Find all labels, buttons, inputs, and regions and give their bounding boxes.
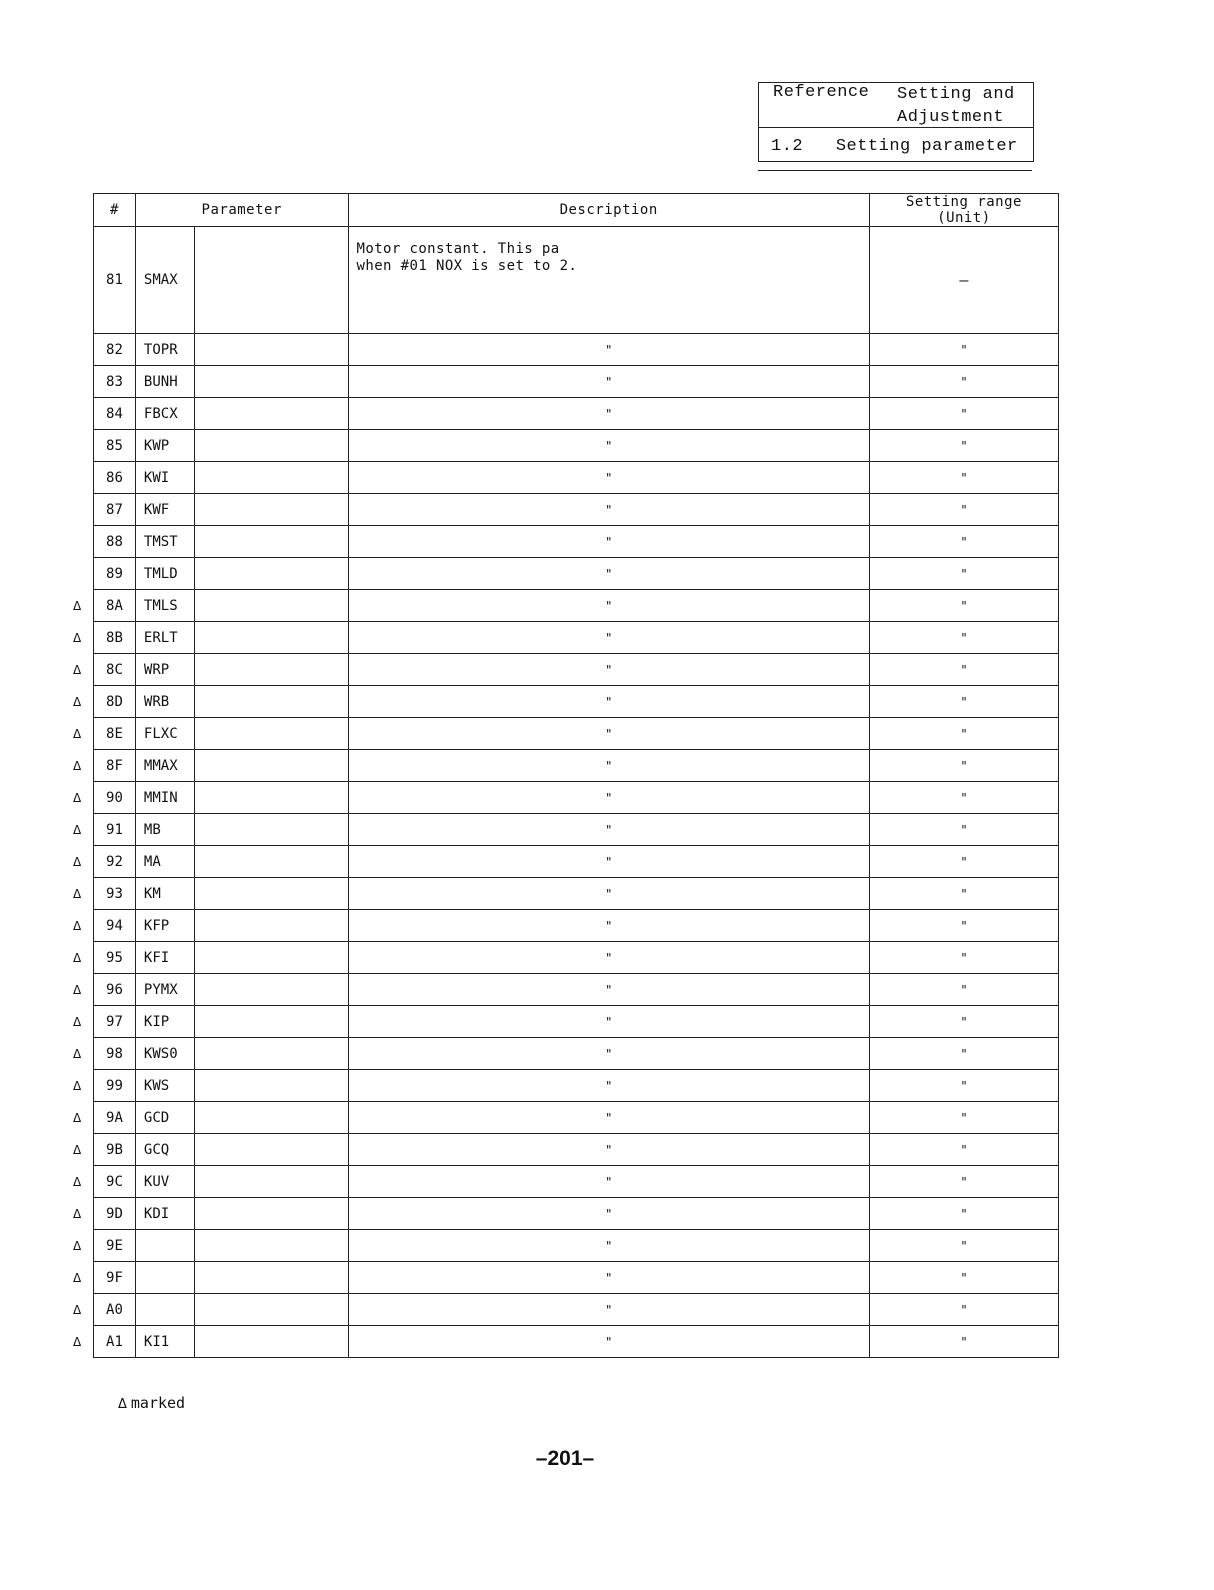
delta-mark: Δ <box>73 726 82 741</box>
parameter-extra-cell <box>195 590 348 622</box>
parameter-table <box>73 193 1059 1358</box>
parameter-number <box>73 846 136 878</box>
parameter-number <box>73 654 136 686</box>
parameter-number-text: 88 <box>106 533 123 550</box>
parameter-setting-range: " <box>869 1166 1058 1198</box>
delta-mark: Δ <box>73 1078 82 1093</box>
parameter-number-text: 8D <box>106 693 123 710</box>
parameter-name: BUNH <box>135 366 194 398</box>
parameter-number <box>73 718 136 750</box>
table-row <box>94 1070 1059 1102</box>
header-underline <box>758 170 1032 171</box>
parameter-extra-cell <box>195 494 348 526</box>
parameter-setting-range: " <box>869 750 1058 782</box>
parameter-name: KWS0 <box>135 1038 194 1070</box>
parameter-name: ERLT <box>135 622 194 654</box>
parameter-number <box>73 1294 136 1326</box>
parameter-setting-range: " <box>869 398 1058 430</box>
table-row <box>94 942 1059 974</box>
parameter-number <box>73 942 136 974</box>
parameter-extra-cell <box>195 782 348 814</box>
parameter-description: " <box>348 1102 869 1134</box>
parameter-name <box>135 1230 194 1262</box>
parameter-number <box>73 1006 136 1038</box>
parameter-number-text: 8F <box>106 757 123 774</box>
delta-mark: Δ <box>73 1206 82 1221</box>
parameter-setting-range: " <box>869 782 1058 814</box>
parameter-description: " <box>348 1294 869 1326</box>
parameter-number-text: 84 <box>106 405 123 422</box>
parameter-extra-cell <box>195 910 348 942</box>
parameter-number-text: 96 <box>106 981 123 998</box>
parameter-description: " <box>348 1230 869 1262</box>
parameter-setting-range: " <box>869 814 1058 846</box>
parameter-extra-cell <box>195 878 348 910</box>
parameter-name: KIP <box>135 1006 194 1038</box>
parameter-name: WRP <box>135 654 194 686</box>
parameter-description: " <box>348 590 869 622</box>
table-row <box>94 227 1059 334</box>
parameter-description: " <box>348 718 869 750</box>
delta-mark: Δ <box>73 662 82 677</box>
parameter-number-text: 8C <box>106 661 123 678</box>
parameter-number-text: 83 <box>106 373 123 390</box>
parameter-number-text: 89 <box>106 565 123 582</box>
parameter-extra-cell <box>195 430 348 462</box>
table-row <box>94 366 1059 398</box>
table-row <box>94 654 1059 686</box>
parameter-description: " <box>348 782 869 814</box>
parameter-number-text: 8A <box>106 597 123 614</box>
reference-label: Reference <box>773 83 870 102</box>
table-row <box>94 750 1059 782</box>
parameter-extra-cell <box>195 654 348 686</box>
parameter-description: " <box>348 846 869 878</box>
parameter-name: MMIN <box>135 782 194 814</box>
table-row <box>94 334 1059 366</box>
parameter-description: " <box>348 366 869 398</box>
parameter-setting-range: " <box>869 974 1058 1006</box>
parameter-name <box>135 1294 194 1326</box>
delta-mark: Δ <box>73 918 82 933</box>
parameter-name: KM <box>135 878 194 910</box>
parameter-name: FLXC <box>135 718 194 750</box>
table-row <box>94 494 1059 526</box>
parameter-extra-cell <box>195 398 348 430</box>
parameter-description: " <box>348 1006 869 1038</box>
parameter-number-text: 97 <box>106 1013 123 1030</box>
parameter-setting-range: " <box>869 494 1058 526</box>
parameter-number <box>73 1070 136 1102</box>
delta-mark: Δ <box>73 1174 82 1189</box>
parameter-number <box>73 590 136 622</box>
table-row <box>94 430 1059 462</box>
parameter-setting-range: " <box>869 654 1058 686</box>
parameter-name: PYMX <box>135 974 194 1006</box>
parameter-number <box>73 878 136 910</box>
parameter-number <box>94 494 136 526</box>
parameter-number <box>73 1326 136 1358</box>
parameter-description: " <box>348 654 869 686</box>
table-row <box>94 686 1059 718</box>
parameter-number-text: 98 <box>106 1045 123 1062</box>
parameter-setting-range: " <box>869 1230 1058 1262</box>
parameter-name: KUV <box>135 1166 194 1198</box>
parameter-setting-range: " <box>869 1294 1058 1326</box>
parameter-number-text: 9E <box>106 1237 123 1254</box>
parameter-setting-range: " <box>869 942 1058 974</box>
parameter-description: " <box>348 398 869 430</box>
parameter-name: KI1 <box>135 1326 194 1358</box>
parameter-number <box>73 1230 136 1262</box>
table-row <box>94 718 1059 750</box>
delta-mark: Δ <box>73 630 82 645</box>
parameter-number-text: 90 <box>106 789 123 806</box>
parameter-setting-range: " <box>869 1038 1058 1070</box>
parameter-description: " <box>348 430 869 462</box>
parameter-extra-cell <box>195 1230 348 1262</box>
parameter-extra-cell <box>195 1166 348 1198</box>
delta-mark: Δ <box>73 790 82 805</box>
table-row <box>94 398 1059 430</box>
table-row <box>94 1166 1059 1198</box>
parameter-extra-cell <box>195 334 348 366</box>
parameter-number <box>94 462 136 494</box>
parameter-name: KWF <box>135 494 194 526</box>
parameter-setting-range: " <box>869 366 1058 398</box>
parameter-number-text: 82 <box>106 341 123 358</box>
parameter-setting-range: " <box>869 910 1058 942</box>
parameter-number <box>94 366 136 398</box>
delta-mark: Δ <box>73 694 82 709</box>
parameter-number-text: 85 <box>106 437 123 454</box>
parameter-name: KDI <box>135 1198 194 1230</box>
parameter-setting-range: " <box>869 558 1058 590</box>
table-header-row <box>94 194 1059 227</box>
parameter-name: TMLD <box>135 558 194 590</box>
delta-mark: Δ <box>73 1110 82 1125</box>
table-row <box>94 622 1059 654</box>
parameter-number-text: 9F <box>106 1269 123 1286</box>
parameter-extra-cell <box>195 1198 348 1230</box>
parameter-extra-cell <box>195 814 348 846</box>
parameter-setting-range: – <box>869 227 1058 334</box>
parameter-extra-cell <box>195 718 348 750</box>
table-row <box>94 846 1059 878</box>
parameter-number <box>73 1102 136 1134</box>
parameter-name: WRB <box>135 686 194 718</box>
parameter-description: " <box>348 1166 869 1198</box>
parameter-number-text: 9B <box>106 1141 123 1158</box>
delta-mark: Δ <box>73 822 82 837</box>
table-row <box>94 1326 1059 1358</box>
section-title <box>897 83 1015 129</box>
parameter-description: " <box>348 526 869 558</box>
parameter-extra-cell <box>195 1102 348 1134</box>
delta-mark: Δ <box>73 1046 82 1061</box>
parameter-description: " <box>348 1262 869 1294</box>
parameter-extra-cell <box>195 686 348 718</box>
parameter-number-text: 87 <box>106 501 123 518</box>
table-row <box>94 782 1059 814</box>
parameter-extra-cell <box>195 1038 348 1070</box>
parameter-name: TOPR <box>135 334 194 366</box>
delta-mark: Δ <box>73 950 82 965</box>
parameter-setting-range: " <box>869 462 1058 494</box>
parameter-setting-range: " <box>869 718 1058 750</box>
parameter-setting-range: " <box>869 1262 1058 1294</box>
parameter-extra-cell <box>195 622 348 654</box>
delta-mark: Δ <box>73 1334 82 1349</box>
parameter-name: GCD <box>135 1102 194 1134</box>
delta-mark: Δ <box>118 1397 127 1412</box>
table-row <box>94 558 1059 590</box>
parameter-description: " <box>348 1038 869 1070</box>
section-header-top <box>759 83 1033 128</box>
subsection-title: Setting parameter <box>835 137 1018 156</box>
parameter-number-text: A0 <box>106 1301 123 1318</box>
parameter-setting-range: " <box>869 1134 1058 1166</box>
parameter-setting-range: " <box>869 622 1058 654</box>
parameter-setting-range: " <box>869 1326 1058 1358</box>
parameter-name: TMST <box>135 526 194 558</box>
parameter-name: KFI <box>135 942 194 974</box>
parameter-description: " <box>348 558 869 590</box>
parameter-extra-cell <box>195 942 348 974</box>
table-row <box>94 1230 1059 1262</box>
parameter-description: " <box>348 878 869 910</box>
delta-mark: Δ <box>73 854 82 869</box>
parameter-setting-range: " <box>869 526 1058 558</box>
parameter-extra-cell <box>195 1294 348 1326</box>
setting-range-line2: (Unit) <box>937 210 991 226</box>
parameter-name: KWP <box>135 430 194 462</box>
section-header-box <box>758 82 1034 162</box>
table-row <box>94 814 1059 846</box>
parameter-number-text: 9A <box>106 1109 123 1126</box>
parameter-setting-range: " <box>869 846 1058 878</box>
table-row <box>94 462 1059 494</box>
delta-mark: Δ <box>73 1302 82 1317</box>
footnote-text: marked <box>130 1394 186 1412</box>
parameter-extra-cell <box>195 558 348 590</box>
parameter-number-text: 94 <box>106 917 123 934</box>
parameter-description: " <box>348 814 869 846</box>
parameter-number: 81 <box>94 227 136 334</box>
page-number: –201– <box>535 1447 595 1470</box>
delta-mark: Δ <box>73 1142 82 1157</box>
parameter-extra-cell <box>195 1326 348 1358</box>
parameter-setting-range: " <box>869 1070 1058 1102</box>
parameter-description: " <box>348 750 869 782</box>
parameter-setting-range: " <box>869 1006 1058 1038</box>
parameter-number <box>73 750 136 782</box>
parameter-name: GCQ <box>135 1134 194 1166</box>
parameter-extra-cell <box>195 1262 348 1294</box>
parameter-number <box>94 430 136 462</box>
parameter-number-text: 9D <box>106 1205 123 1222</box>
parameter-name: SMAX <box>135 227 194 334</box>
parameter-extra-cell <box>195 366 348 398</box>
parameter-extra-cell <box>195 1006 348 1038</box>
column-header-parameter: Parameter <box>135 194 348 227</box>
parameter-setting-range: " <box>869 334 1058 366</box>
parameter-description: " <box>348 1326 869 1358</box>
parameter-number <box>73 1166 136 1198</box>
table-row <box>94 1006 1059 1038</box>
parameter-extra-cell <box>195 750 348 782</box>
parameter-name: KWI <box>135 462 194 494</box>
table-row <box>94 590 1059 622</box>
parameter-extra-cell <box>195 846 348 878</box>
parameter-description: " <box>348 1134 869 1166</box>
table-row <box>94 1134 1059 1166</box>
parameter-number <box>94 398 136 430</box>
parameter-setting-range: " <box>869 430 1058 462</box>
parameter-extra-cell <box>195 1134 348 1166</box>
parameter-setting-range: " <box>869 1198 1058 1230</box>
parameter-name <box>135 1262 194 1294</box>
table-row <box>94 1294 1059 1326</box>
parameter-description: " <box>348 334 869 366</box>
parameter-description: " <box>348 1070 869 1102</box>
delta-mark: Δ <box>73 1014 82 1029</box>
delta-mark: Δ <box>73 598 82 613</box>
parameter-number <box>73 622 136 654</box>
parameter-description: " <box>348 462 869 494</box>
delta-mark: Δ <box>73 758 82 773</box>
parameter-description: " <box>348 686 869 718</box>
parameter-setting-range: " <box>869 590 1058 622</box>
parameter-number-text: A1 <box>106 1333 123 1350</box>
column-header-number: # <box>94 194 136 227</box>
parameter-extra-cell <box>195 227 348 334</box>
section-title-line1: Setting and <box>897 85 1015 104</box>
parameter-number-text: 9C <box>106 1173 123 1190</box>
parameter-number <box>73 974 136 1006</box>
parameter-description: " <box>348 622 869 654</box>
parameter-number-text: 8B <box>106 629 123 646</box>
delta-mark: Δ <box>73 886 82 901</box>
parameter-description: " <box>348 942 869 974</box>
parameter-description: " <box>348 910 869 942</box>
parameter-setting-range: " <box>869 1102 1058 1134</box>
parameter-extra-cell <box>195 1070 348 1102</box>
subsection-heading <box>771 137 1018 156</box>
parameter-name: KWS <box>135 1070 194 1102</box>
footnote <box>118 1394 185 1412</box>
parameter-description: " <box>348 1198 869 1230</box>
parameter-setting-range: " <box>869 878 1058 910</box>
parameter-extra-cell <box>195 526 348 558</box>
parameter-number <box>94 558 136 590</box>
parameter-name: MA <box>135 846 194 878</box>
section-title-line2: Adjustment <box>897 108 1005 127</box>
parameter-name: FBCX <box>135 398 194 430</box>
table-row <box>94 1198 1059 1230</box>
parameter-number <box>73 1262 136 1294</box>
delta-mark: Δ <box>73 982 82 997</box>
parameter-number <box>73 686 136 718</box>
parameter-number <box>73 814 136 846</box>
setting-range-line1: Setting range <box>905 194 1022 210</box>
parameter-number-text: 95 <box>106 949 123 966</box>
table-row <box>94 526 1059 558</box>
parameter-number <box>73 1134 136 1166</box>
description-line1: Motor constant. This pa <box>356 241 560 257</box>
parameter-name: MB <box>135 814 194 846</box>
parameter-number <box>94 526 136 558</box>
table-row <box>94 1038 1059 1070</box>
parameter-number-text: 93 <box>106 885 123 902</box>
parameter-number-text: 91 <box>106 821 123 838</box>
parameter-number-text: 86 <box>106 469 123 486</box>
parameter-number <box>73 910 136 942</box>
parameter-number <box>73 1198 136 1230</box>
table-row <box>94 910 1059 942</box>
parameter-name: TMLS <box>135 590 194 622</box>
parameter-number <box>94 334 136 366</box>
parameter-name: KFP <box>135 910 194 942</box>
parameter-extra-cell <box>195 974 348 1006</box>
column-header-description: Description <box>348 194 869 227</box>
parameter-number-text: 99 <box>106 1077 123 1094</box>
parameter-description: " <box>348 974 869 1006</box>
column-header-setting-range <box>869 194 1058 227</box>
parameter-number <box>73 782 136 814</box>
parameter-number-text: 8E <box>106 725 123 742</box>
table-row <box>94 878 1059 910</box>
parameter-description <box>348 227 869 334</box>
parameter-number-text: 92 <box>106 853 123 870</box>
table-row <box>94 1102 1059 1134</box>
delta-mark: Δ <box>73 1238 82 1253</box>
parameter-name: MMAX <box>135 750 194 782</box>
delta-mark: Δ <box>73 1270 82 1285</box>
parameter-description: " <box>348 494 869 526</box>
parameter-extra-cell <box>195 462 348 494</box>
description-line2: when #01 NOX is set to 2. <box>356 258 578 274</box>
parameter-setting-range: " <box>869 686 1058 718</box>
table-row <box>94 1262 1059 1294</box>
table-row <box>94 974 1059 1006</box>
subsection-number: 1.2 <box>771 137 804 156</box>
parameter-number <box>73 1038 136 1070</box>
